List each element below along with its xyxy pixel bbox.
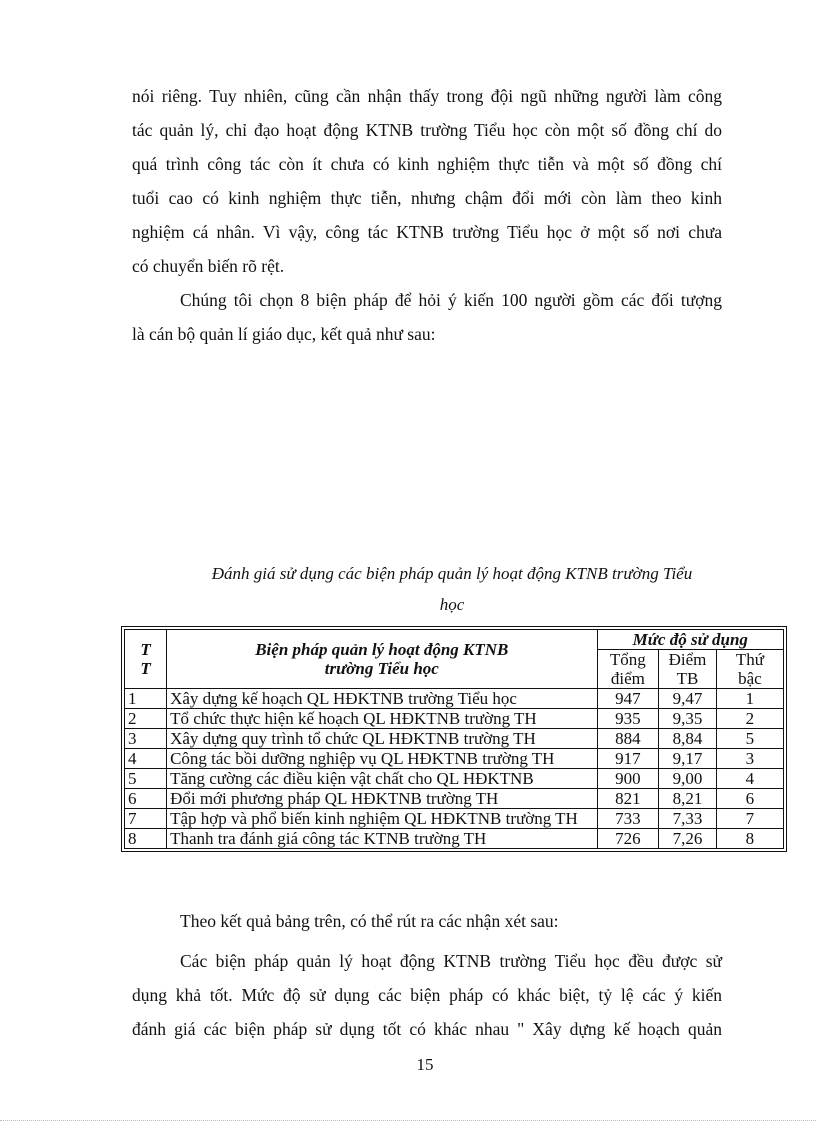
- cell-avg: 9,00: [659, 769, 717, 789]
- text-line: nghiệm cá nhân. Vì vậy, công tác KTNB trường Tiểu học ở một số nơi chưa: [132, 222, 722, 242]
- text-line: Theo kết quả bảng trên, có thể rút ra các nhận xét sau:: [180, 911, 559, 931]
- table-row: [125, 709, 784, 729]
- page-number: 15: [416, 1055, 434, 1074]
- cell-rank: 1: [716, 689, 783, 709]
- col-header-total: Tổng điểm: [597, 650, 659, 689]
- cell-rank: 8: [716, 829, 783, 849]
- cell-measure: Tăng cường các điều kiện vật chất cho QL HĐKTNB: [167, 769, 598, 789]
- measures-table: [124, 629, 784, 849]
- caption-line: học: [439, 595, 465, 614]
- cell-measure: Thanh tra đánh giá công tác KTNB trường TH: [167, 829, 598, 849]
- cell-total: 917: [597, 749, 659, 769]
- cell-total: 935: [597, 709, 659, 729]
- cell-avg: 9,47: [659, 689, 717, 709]
- text-line: Các biện pháp quản lý hoạt động KTNB trường Tiểu học đều được sử: [180, 951, 722, 971]
- cell-rank: 7: [716, 809, 783, 829]
- cell-measure: Tập hợp và phổ biến kinh nghiệm QL HĐKTNB trường TH: [167, 809, 598, 829]
- table-row: [125, 749, 784, 769]
- cell-avg: 7,33: [659, 809, 717, 829]
- cell-measure: Xây dựng quy trình tổ chức QL HĐKTNB trường TH: [167, 729, 598, 749]
- cell-avg: 8,84: [659, 729, 717, 749]
- caption-line: Đánh giá sử dụng các biện pháp quản lý hoạt động KTNB trường Tiểu: [211, 564, 693, 583]
- cell-total: 900: [597, 769, 659, 789]
- col-header-rank: Thứ bậc: [716, 650, 783, 689]
- text-line: nói riêng. Tuy nhiên, cũng cần nhận thấy trong đội ngũ những người làm công: [132, 86, 722, 106]
- cell-measure: Xây dựng kế hoạch QL HĐKTNB trường Tiểu học: [167, 689, 598, 709]
- cell-total: 733: [597, 809, 659, 829]
- cell-tt: 2: [125, 709, 167, 729]
- cell-tt: 8: [125, 829, 167, 849]
- text-line: đánh giá các biện pháp sử dụng tốt có khác nhau " Xây dựng kế hoạch quản: [132, 1019, 722, 1039]
- cell-tt: 4: [125, 749, 167, 769]
- cell-tt: 3: [125, 729, 167, 749]
- col-header-measure: Biện pháp quản lý hoạt động KTNB trường Tiểu học: [167, 630, 598, 689]
- text-line: tác quản lý, chỉ đạo hoạt động KTNB trường Tiểu học còn một số đồng chí do: [132, 120, 722, 140]
- cell-total: 947: [597, 689, 659, 709]
- text-line: dụng khả tốt. Mức độ sử dụng các biện pháp có khác biệt, tỷ lệ các ý kiến: [132, 985, 722, 1005]
- cell-measure: Tổ chức thực hiện kế hoạch QL HĐKTNB trường TH: [167, 709, 598, 729]
- cell-tt: 1: [125, 689, 167, 709]
- cell-tt: 5: [125, 769, 167, 789]
- page-bottom-divider: [0, 1120, 816, 1121]
- table-row: [125, 789, 784, 809]
- cell-avg: 9,17: [659, 749, 717, 769]
- cell-rank: 5: [716, 729, 783, 749]
- text-line: là cán bộ quản lí giáo dục, kết quả như sau:: [132, 324, 436, 344]
- cell-rank: 2: [716, 709, 783, 729]
- text-line: tuổi cao có kinh nghiệm thực tiễn, nhưng chậm đổi mới còn làm theo kinh: [132, 188, 722, 208]
- col-header-avg: Điểm TB: [659, 650, 717, 689]
- cell-measure: Đổi mới phương pháp QL HĐKTNB trường TH: [167, 789, 598, 809]
- cell-total: 821: [597, 789, 659, 809]
- table-caption: [132, 558, 772, 620]
- paragraph-conclusion: [132, 944, 722, 1046]
- text-line: có chuyển biến rõ rệt.: [132, 256, 285, 276]
- cell-measure: Công tác bồi dưỡng nghiệp vụ QL HĐKTNB trường TH: [167, 749, 598, 769]
- cell-avg: 7,26: [659, 829, 717, 849]
- cell-rank: 4: [716, 769, 783, 789]
- text-line: Chúng tôi chọn 8 biện pháp để hỏi ý kiến 100 người gồm các đối tượng: [180, 290, 722, 310]
- paragraph-method: [132, 283, 722, 351]
- cell-tt: 6: [125, 789, 167, 809]
- col-header-tt: T T: [125, 630, 167, 689]
- cell-total: 726: [597, 829, 659, 849]
- cell-total: 884: [597, 729, 659, 749]
- cell-rank: 6: [716, 789, 783, 809]
- text-line: quá trình công tác còn ít chưa có kinh nghiệm thực tiễn và một số đồng chí: [132, 154, 722, 174]
- cell-avg: 8,21: [659, 789, 717, 809]
- table-row: [125, 809, 784, 829]
- table-row: [125, 769, 784, 789]
- table-row: [125, 729, 784, 749]
- paragraph-remark: [132, 906, 722, 936]
- paragraph-intro: [132, 79, 722, 283]
- cell-tt: 7: [125, 809, 167, 829]
- cell-avg: 9,35: [659, 709, 717, 729]
- cell-rank: 3: [716, 749, 783, 769]
- table-row: [125, 829, 784, 849]
- table-row: [125, 689, 784, 709]
- col-header-usage-level: Mức độ sử dụng: [597, 630, 783, 650]
